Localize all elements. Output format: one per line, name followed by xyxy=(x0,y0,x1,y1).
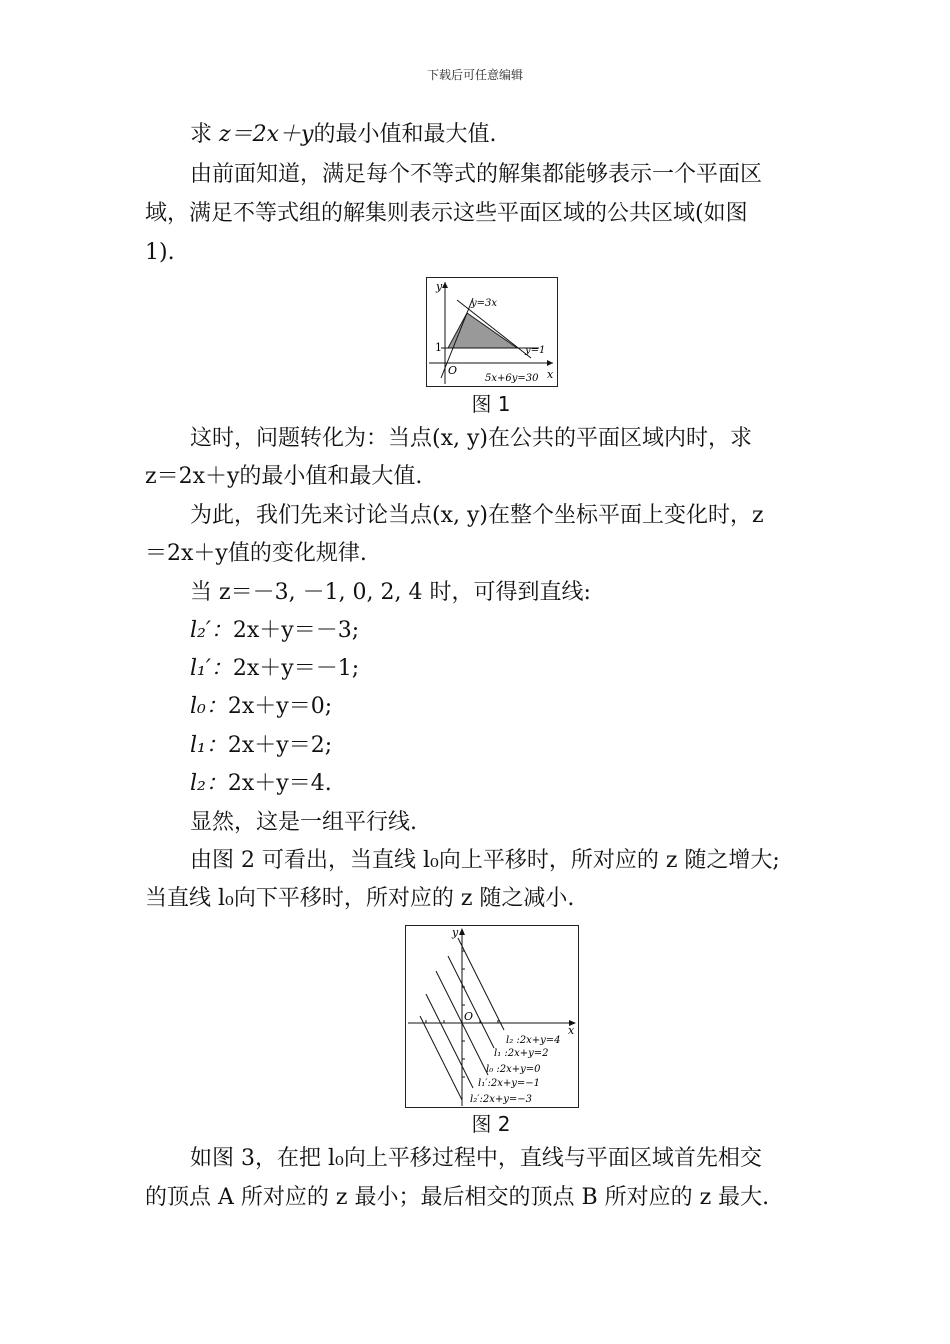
label-l0: l₀ :2x+y=0 xyxy=(486,1064,541,1075)
para-8-line-1: 如图 3，在把 l₀向上平移过程中，直线与平面区域首先相交 xyxy=(190,1146,762,1171)
para-3-line-2: z＝2x＋y的最小值和最大值. xyxy=(145,464,423,489)
line-def-label: l₂： xyxy=(190,771,228,796)
para-1-expr: z＝2x＋y xyxy=(219,122,314,147)
para-8-line-2: 的顶点 A 所对应的 z 最小；最后相交的顶点 B 所对应的 z 最大. xyxy=(145,1185,770,1210)
y-axis-label: y xyxy=(436,280,443,293)
para-7-line-2: 当直线 l₀向下平移时，所对应的 z 随之减小. xyxy=(145,886,575,911)
origin-label: O xyxy=(448,364,458,377)
para-6: 显然，这是一组平行线. xyxy=(190,810,417,835)
para-3-line-1: 这时，问题转化为：当点(x, y)在公共的平面区域内时，求 xyxy=(190,426,752,451)
label-l2-prime: l₂′:2x+y=−3 xyxy=(470,1094,532,1105)
tick-1-label: 1 xyxy=(435,341,442,354)
figure-2-graph xyxy=(406,926,578,1107)
line-l1 xyxy=(448,956,494,1048)
line-def-eq: 2x＋y＝－3; xyxy=(232,618,360,643)
figure-2 xyxy=(405,925,579,1108)
line-def-l2 xyxy=(190,769,332,799)
para-1-prefix: 求 xyxy=(190,122,219,147)
line-def-eq: 2x＋y＝4. xyxy=(227,771,332,796)
label-l1: l₁ :2x+y=2 xyxy=(494,1048,549,1059)
y-axis-arrow xyxy=(459,928,465,935)
label-5x6y30: 5x+6y=30 xyxy=(485,373,539,384)
para-1-suffix: 的最小值和最大值. xyxy=(313,122,497,147)
line-def-l1 xyxy=(190,731,332,761)
feasible-region xyxy=(448,313,517,348)
line-def-eq: 2x＋y＝0; xyxy=(227,694,333,719)
line-def-l2-prime xyxy=(190,616,359,646)
y-axis-arrow xyxy=(442,282,448,288)
line-def-label: l₁： xyxy=(190,733,228,758)
page-header: 下载后可任意编辑 xyxy=(426,68,523,82)
para-4-line-1: 为此，我们先来讨论当点(x, y)在整个坐标平面上变化时，z xyxy=(190,503,764,528)
para-2-line-2: 域，满足不等式组的解集则表示这些平面区域的公共区域(如图 xyxy=(145,201,748,226)
figure-2-caption: 图 2 xyxy=(471,1112,511,1136)
label-l2: l₂ :2x+y=4 xyxy=(506,1035,561,1046)
line-def-label: l₂′： xyxy=(190,618,233,643)
line-def-l1-prime xyxy=(190,654,359,684)
x-axis-label: x xyxy=(568,1024,575,1037)
x-axis-label: x xyxy=(547,368,554,381)
label-y-3x: y=3x xyxy=(471,298,498,309)
figure-1-caption: 图 1 xyxy=(471,392,511,416)
line-def-l0 xyxy=(190,692,332,722)
line-def-label: l₀： xyxy=(190,694,228,719)
line-def-label: l₁′： xyxy=(190,656,233,681)
para-5: 当 z＝－3, －1, 0, 2, 4 时，可得到直线: xyxy=(190,580,591,605)
x-axis-arrow xyxy=(547,360,553,366)
line-def-eq: 2x＋y＝－1; xyxy=(232,656,360,681)
label-l1-prime: l₁′:2x+y=−1 xyxy=(478,1078,540,1089)
label-y-1: y=1 xyxy=(525,345,546,356)
para-2-line-3: 1). xyxy=(145,240,175,265)
para-4-line-2: ＝2x＋y值的变化规律. xyxy=(145,541,367,566)
para-7-line-1: 由图 2 可看出，当直线 l₀向上平移时，所对应的 z 随之增大; xyxy=(190,848,780,873)
line-l2-prime xyxy=(420,1016,462,1100)
figure-1 xyxy=(426,277,558,387)
para-1 xyxy=(190,120,496,150)
para-2-line-1: 由前面知道，满足每个不等式的解集都能够表示一个平面区 xyxy=(190,162,763,187)
origin-label: O xyxy=(464,1010,474,1023)
figure-1-graph xyxy=(427,278,557,386)
y-axis-label: y xyxy=(452,926,459,939)
line-def-eq: 2x＋y＝2; xyxy=(227,733,333,758)
